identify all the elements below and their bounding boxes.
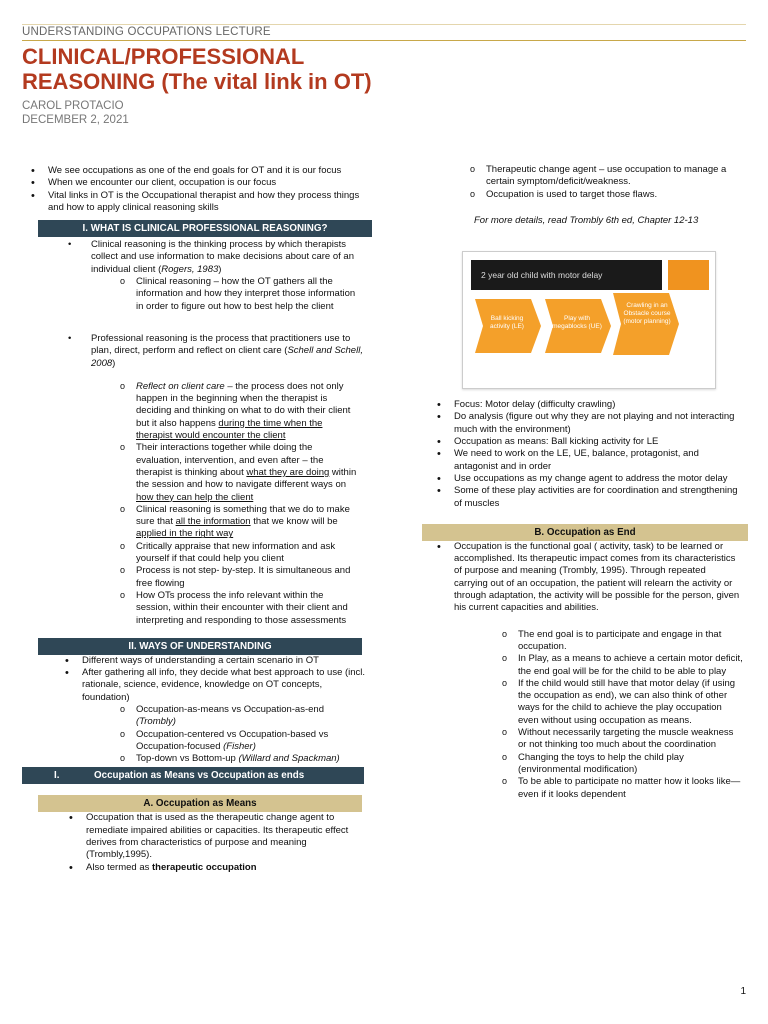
reference-note: For more details, read Trombly 6th ed, Chapter 12-13 [474, 214, 699, 226]
list-item [120, 729, 360, 754]
list-item [120, 442, 360, 503]
professional-sub-list [120, 381, 360, 627]
def-text-end: ) [218, 263, 222, 275]
list-item: • Use occupations as my change agent to address the motor delay [422, 473, 742, 485]
section-heading-clinical-reasoning: I. WHAT IS CLINICAL PROFESSIONAL REASONING? [38, 220, 372, 237]
list-item: o Process is not step- by-step. It is simultaneous and free flowing [120, 565, 360, 590]
def-professional-reasoning [30, 333, 370, 370]
list-item: • Do analysis (figure out why they are not playing and not interacting much with the environment) [422, 411, 742, 436]
citation: (Fisher) [223, 740, 256, 752]
section-heading-occupation-as-end: B. Occupation as End [422, 524, 748, 541]
header-rule [22, 40, 746, 41]
list-item [120, 381, 360, 442]
underlined-text: what they are doing [246, 466, 330, 478]
intro-item: • Vital links in OT is the Occupational therapist and how they process things and how to apply clinical reasoning skills [16, 190, 370, 215]
list-item: • Occupation is the functional goal ( activity, task) to be learned or accomplished. Its therapeutic impact comes from its characteristics of purpose and meaning (Trombly, 1995). Through repeated carrying out of an occupation, the patient will relearn the activity or through adaptation, the activity will be possible for the person, given his current capacities and abilities. [422, 541, 742, 615]
underlined-text: during the time when the therapist would encounter the client [136, 417, 323, 442]
author-block [22, 99, 129, 127]
list-item: o Without necessarily targeting the muscle weakness or not thinking too much about the coordination [502, 727, 744, 752]
underlined-text: how they can help the client [136, 491, 254, 503]
list-item: • After gathering all info, they decide what best approach to use (incl. rationale, science, evidence, knowledge on OT concepts, foundation) [50, 667, 366, 704]
means-list [54, 812, 366, 873]
def-clinical-reasoning [30, 239, 370, 276]
section-title: Occupation as Means vs Occupation as ends [94, 770, 305, 782]
intro-list [16, 165, 370, 214]
def-clinical-text [66, 239, 370, 276]
citation: (Trombly) [136, 716, 176, 728]
diagram-label-megablocks: Play with megablocks (UE) [552, 315, 602, 331]
list-item: o The end goal is to participate and engage in that occupation. [502, 629, 744, 654]
diagram-label-ball-kicking: Ball kicking activity (LE) [490, 315, 524, 331]
title-line-2: REASONING (The vital link in OT) [22, 69, 372, 94]
lecture-label: UNDERSTANDING OCCUPATIONS LECTURE [22, 26, 271, 38]
diagram-wrapper [422, 251, 752, 389]
lecture-date: DECEMBER 2, 2021 [22, 114, 129, 126]
text: Top-down vs Bottom-up [136, 753, 239, 765]
header-top-rule [22, 24, 746, 25]
motor-delay-diagram [462, 251, 716, 389]
list-item: o Changing the toys to help the child play (environmental modification) [502, 752, 744, 777]
text: Their interactions together while doing the evaluation, intervention, and even after – the therapist is thinking about [136, 442, 324, 478]
bullet-icon: • [68, 332, 72, 344]
left-column [30, 165, 370, 874]
text: within the session and how to navigate different ways on [136, 466, 357, 491]
list-item: • Different ways of understanding a certain scenario in OT [50, 655, 366, 667]
diagram-label-obstacle-course: Crawling in an Obstacle course (motor planning) [623, 302, 671, 326]
list-item: • We need to work on the LE, UE, balance, protagonist, and antagonist and in order [422, 448, 742, 473]
list-item: o How OTs process the info relevant within the session, within their encounter with their client and interpreting and responding to those assessments [120, 590, 360, 627]
section-heading-means-vs-ends [22, 767, 364, 784]
section-number: I. [54, 770, 60, 782]
list-item [120, 753, 360, 765]
list-item: o If the child would still have that motor delay (if using the occupation as end), we can also think of other ways for the child to achieve the play occupation even without using occupation as means. [502, 678, 744, 727]
list-item [120, 704, 360, 729]
list-item: o Therapeutic change agent – use occupation to manage a certain symptom/deficit/weakness. [470, 164, 750, 189]
text: Occupation-as-means vs Occupation-as-end [136, 703, 324, 715]
diagram-title-bar: 2 year old child with motor delay [471, 260, 662, 290]
focus-list [422, 399, 742, 510]
def-professional-text [66, 333, 370, 370]
text: Occupation-centered vs Occupation-based vs Occupation-focused [136, 728, 329, 752]
intro-item: • We see occupations as one of the end goals for OT and it is our focus [16, 165, 370, 177]
list-item: o Occupation is used to target those flaws. [470, 189, 750, 201]
intro-item: • When we encounter our client, occupation is our focus [16, 177, 370, 189]
underlined-text: applied in the right way [136, 528, 234, 540]
text: Clinical reasoning is something that we do to make sure that [136, 503, 350, 528]
page-number: 1 [740, 986, 746, 997]
citation: Schell and Schell, 2008 [91, 345, 363, 369]
text: that we know will be [250, 516, 338, 528]
end-sub-list [502, 629, 744, 801]
bold-term: therapeutic occupation [152, 861, 257, 873]
italic-term: Reflect on client care [136, 380, 225, 392]
list-item: • Occupation that is used as the therapeutic change agent to remediate impaired abilities or capacities. Its therapeutic effect derives from characteristics of purpose and meaning (Trombly,1995). [54, 812, 366, 861]
means-continued-list [470, 164, 750, 201]
right-column [422, 164, 752, 801]
list-item: o In Play, as a means to achieve a certain motor deficit, the end goal will be for the child to be able to play [502, 653, 744, 678]
text: – the process does not only happen in the beginning when the therapist is deciding and thinking on what to do with their client but it also happens [136, 380, 351, 429]
title-line-1: CLINICAL/PROFESSIONAL [22, 44, 305, 69]
list-item: • Some of these play activities are for coordination and strengthening of muscles [422, 485, 742, 510]
bullet-icon: • [68, 239, 72, 251]
def-text: Professional reasoning is the process that practitioners use to plan, direct, perform and reflect on client care ( [91, 332, 351, 357]
section-heading-ways-of-understanding: II. WAYS OF UNDERSTANDING [38, 638, 362, 655]
list-item: o Critically appraise that new information and ask yourself if that could help you client [120, 541, 360, 566]
list-item: • Focus: Motor delay (difficulty crawling) [422, 399, 742, 411]
text: Also termed as [86, 861, 152, 873]
diagram-accent-block [668, 260, 709, 290]
list-item: o Clinical reasoning – how the OT gathers all the information and how they interpret those information in order to figure out how to best help the client [120, 276, 360, 313]
list-item: • Occupation as means: Ball kicking activity for LE [422, 436, 742, 448]
section-heading-occupation-as-means: A. Occupation as Means [38, 795, 362, 812]
citation: (Willard and Spackman) [238, 753, 340, 765]
end-list [422, 541, 742, 615]
underlined-text: all the information [175, 516, 251, 528]
def-text: Clinical reasoning is the thinking process by which therapists collect and use information to make decisions about care of an individual client ( [91, 239, 354, 275]
ways-list [50, 655, 366, 704]
ways-sub-list [120, 704, 360, 765]
list-item: o To be able to participate no matter how it looks like—even if it looks dependent [502, 776, 744, 801]
citation: Rogers, 1983 [161, 263, 219, 275]
def-text-end: ) [112, 357, 116, 369]
clinical-sub-list [120, 276, 360, 313]
author-name: CAROL PROTACIO [22, 100, 124, 112]
page-title [22, 44, 622, 94]
list-item [120, 504, 360, 541]
list-item [54, 862, 366, 874]
